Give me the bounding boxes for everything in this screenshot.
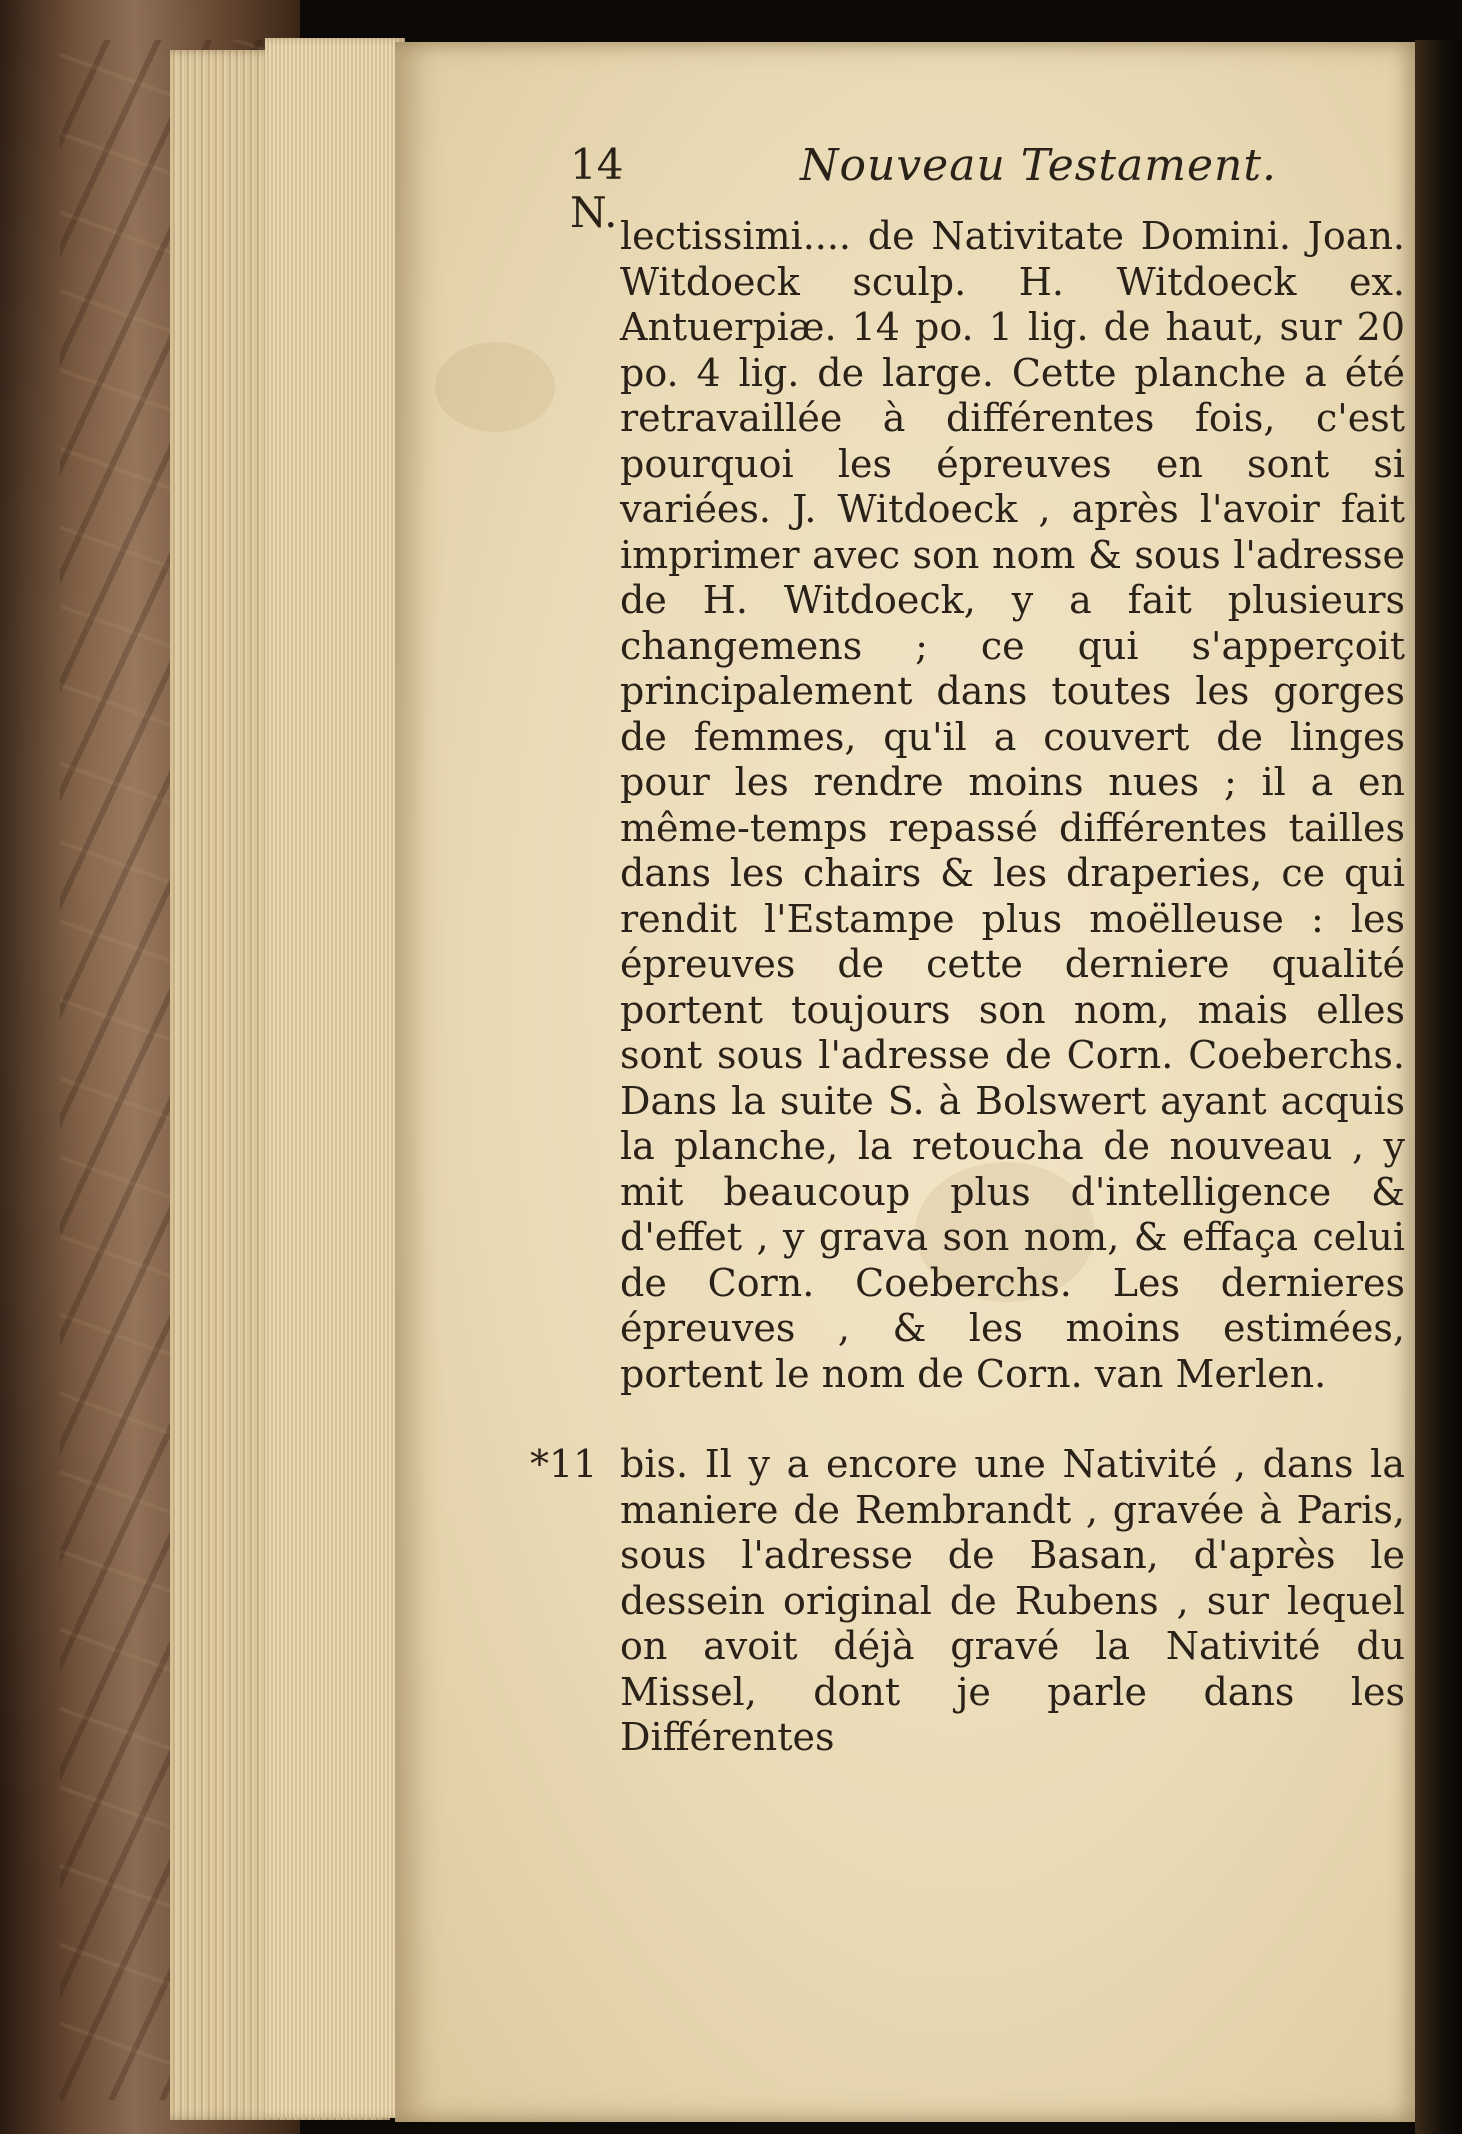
page-edges-inner	[265, 38, 405, 2118]
paper-stain	[435, 342, 555, 432]
page-text	[530, 130, 1405, 1761]
signature-mark: N.	[570, 188, 618, 237]
entry-number: *11	[530, 1442, 598, 1486]
page-number: 14	[570, 140, 624, 189]
running-title: Nouveau Testament.	[800, 140, 1278, 191]
paragraph: lectissimi.... de Nativitate Domini. Joan. Witdoeck sculp. H. Witdoeck ex. Antuerpiæ. 14 po. 1 lig. de haut, sur 20 po. 4 lig. de large. Cette planche a été retravaillée à différentes fois, c'est pourquoi les épreuves en sont si variées. J. Witdoeck , après l'avoir fait imprimer avec son nom & sous l'adresse de H. Witdoeck, y a fait plusieurs changemens ; ce qui s'apperçoit principalement dans toutes les gorges de femmes, qu'il a couvert de linges pour les rendre moins nues ; il a en même-temps repassé différentes tailles dans les chairs & les draperies, ce qui rendit l'Estampe plus moëlleuse : les épreuves de cette derniere qualité portent toujours son nom, mais elles sont sous l'adresse de Corn. Coeberchs. Dans la suite S. à Bolswert ayant acquis la planche, la retoucha de nouveau , y mit beaucoup plus d'intelligence & d'effet , y grava son nom, & effaça celui de Corn. Coeberchs. Les dernieres épreuves , & les moins estimées, portent le nom de Corn. van Merlen.	[620, 214, 1405, 1396]
paragraph-entry	[530, 1442, 1405, 1761]
binding-gutter	[1415, 40, 1462, 2134]
page-header	[570, 130, 1405, 237]
paragraph: bis. Il y a encore une Nativité , dans la maniere de Rembrandt , gravée à Paris, sous l'adresse de Basan, d'après le dessein original de Rubens , sur lequel on avoit déjà gravé la Nativité du Missel, dont je parle dans les Différentes	[620, 1442, 1405, 1759]
